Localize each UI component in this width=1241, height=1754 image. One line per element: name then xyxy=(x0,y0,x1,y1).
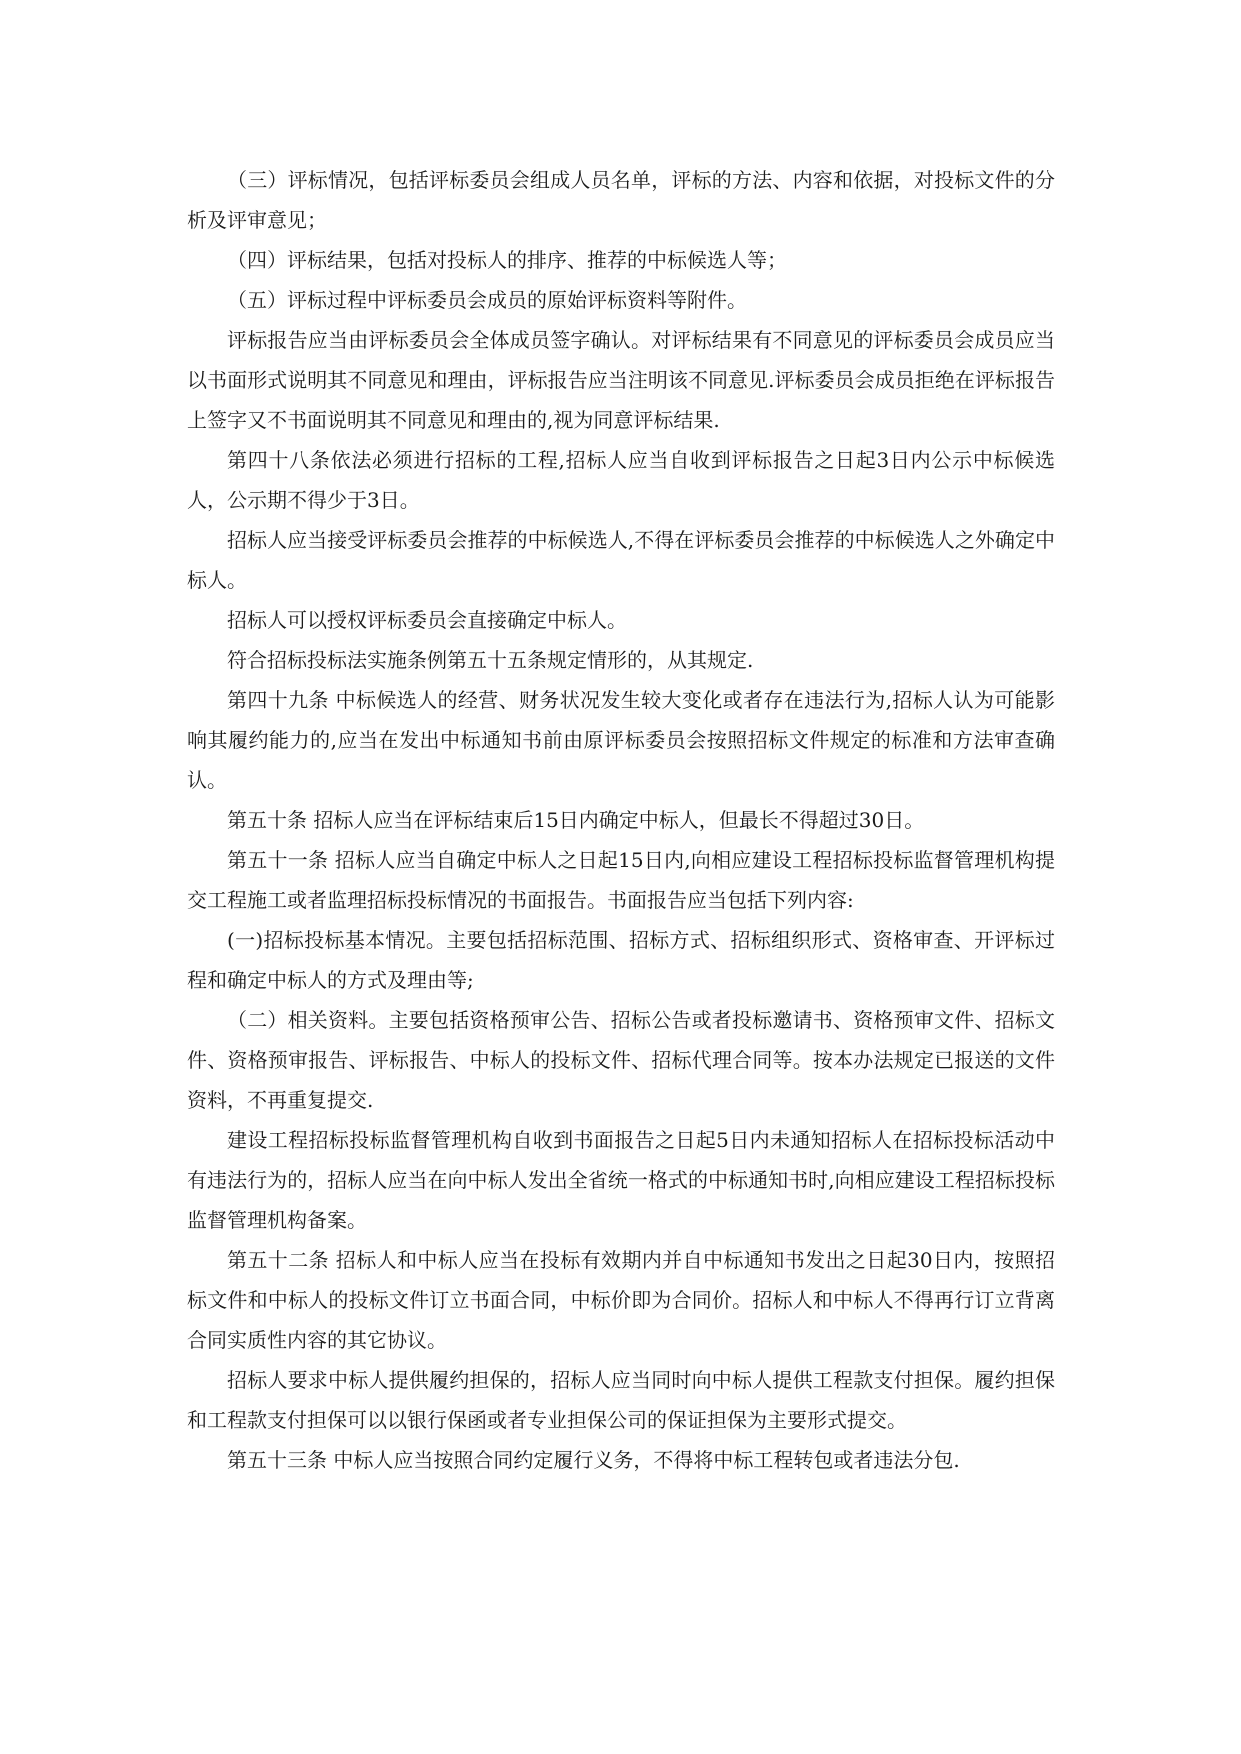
paragraph-basic-situation: (一)招标投标基本情况。主要包括招标范围、招标方式、招标组织形式、资格审查、开评标过程和确定中标人的方式及理由等; xyxy=(187,928,1055,992)
paragraph-accept-candidate: 招标人应当接受评标委员会推荐的中标候选人,不得在评标委员会推荐的中标候选人之外确定中标人。 xyxy=(187,528,1055,592)
paragraph-article-49: 第四十九条 中标候选人的经营、财务状况发生较大变化或者存在违法行为,招标人认为可能影响其履约能力的,应当在发出中标通知书前由原评标委员会按照招标文件规定的标准和方法审查确认。 xyxy=(187,688,1055,792)
paragraph-related-materials: （二）相关资料。主要包括资格预审公告、招标公告或者投标邀请书、资格预审文件、招标文件、资格预审报告、评标报告、中标人的投标文件、招标代理合同等。按本办法规定已报送的文件资料，不再重复提交. xyxy=(187,1008,1055,1112)
paragraph-article-48: 第四十八条依法必须进行招标的工程,招标人应当自收到评标报告之日起3日内公示中标候选人，公示期不得少于3日。 xyxy=(187,448,1055,512)
paragraph-article-53: 第五十三条 中标人应当按照合同约定履行义务，不得将中标工程转包或者违法分包. xyxy=(227,1448,960,1472)
paragraph-evaluation-result: （四）评标结果，包括对投标人的排序、推荐的中标候选人等； xyxy=(227,248,787,272)
paragraph-evaluation-materials: （五）评标过程中评标委员会成员的原始评标资料等附件。 xyxy=(227,288,747,312)
paragraph-article-52: 第五十二条 招标人和中标人应当在投标有效期内并自中标通知书发出之日起30日内，按照招标文件和中标人的投标文件订立书面合同，中标价即为合同价。招标人和中标人不得再行订立背离合同实质性内容的其它协议。 xyxy=(187,1248,1055,1352)
paragraph-authorize-committee: 招标人可以授权评标委员会直接确定中标人。 xyxy=(227,608,627,632)
paragraph-supervision-filing: 建设工程招标投标监督管理机构自收到书面报告之日起5日内未通知招标人在招标投标活动中有违法行为的，招标人应当在向中标人发出全省统一格式的中标通知书时,向相应建设工程招标投标监督管理机构备案。 xyxy=(187,1128,1055,1232)
document-body xyxy=(187,160,1055,1480)
paragraph-report-signature: 评标报告应当由评标委员会全体成员签字确认。对评标结果有不同意见的评标委员会成员应当以书面形式说明其不同意见和理由，评标报告应当注明该不同意见.评标委员会成员拒绝在评标报告上签字又不书面说明其不同意见和理由的,视为同意评标结果. xyxy=(187,328,1055,432)
paragraph-regulation-55: 符合招标投标法实施条例第五十五条规定情形的，从其规定. xyxy=(227,648,754,672)
paragraph-performance-guarantee: 招标人要求中标人提供履约担保的，招标人应当同时向中标人提供工程款支付担保。履约担保和工程款支付担保可以以银行保函或者专业担保公司的保证担保为主要形式提交。 xyxy=(187,1368,1055,1432)
paragraph-article-50: 第五十条 招标人应当在评标结束后15日内确定中标人，但最长不得超过30日。 xyxy=(227,808,925,832)
paragraph-article-51: 第五十一条 招标人应当自确定中标人之日起15日内,向相应建设工程招标投标监督管理机构提交工程施工或者监理招标投标情况的书面报告。书面报告应当包括下列内容: xyxy=(187,848,1055,912)
paragraph-evaluation-situation: （三）评标情况，包括评标委员会组成人员名单，评标的方法、内容和依据，对投标文件的分析及评审意见； xyxy=(187,168,1055,232)
